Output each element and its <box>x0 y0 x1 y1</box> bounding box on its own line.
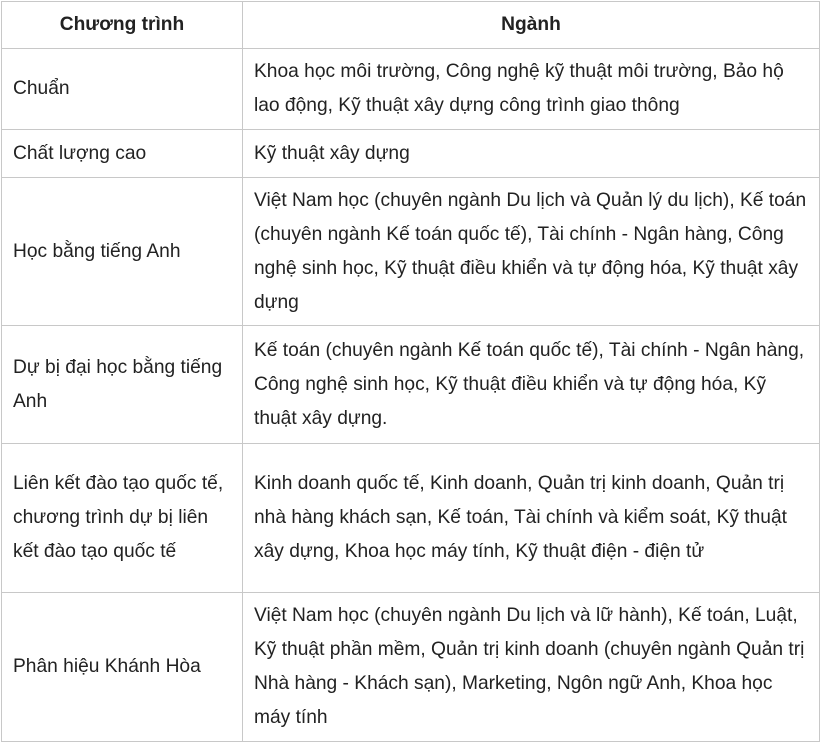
program-cell: Học bằng tiếng Anh <box>2 178 243 326</box>
table-header-row <box>2 2 820 49</box>
majors-cell: Kế toán (chuyên ngành Kế toán quốc tế), Tài chính - Ngân hàng, Công nghệ sinh học, Kỹ thuật điều khiển và tự động hóa, Kỹ thuật xây dựng. <box>243 326 820 444</box>
program-cell: Chuẩn <box>2 49 243 130</box>
table-row <box>2 444 820 593</box>
majors-cell: Khoa học môi trường, Công nghệ kỹ thuật môi trường, Bảo hộ lao động, Kỹ thuật xây dựng công trình giao thông <box>243 49 820 130</box>
table-row <box>2 178 820 326</box>
header-majors: Ngành <box>243 2 820 49</box>
program-cell: Chất lượng cao <box>2 130 243 178</box>
program-cell: Phân hiệu Khánh Hòa <box>2 593 243 742</box>
majors-cell: Việt Nam học (chuyên ngành Du lịch và lữ hành), Kế toán, Luật, Kỹ thuật phần mềm, Quản trị kinh doanh (chuyên ngành Quản trị Nhà hàng - Khách sạn), Marketing, Ngôn ngữ Anh, Khoa học máy tính <box>243 593 820 742</box>
majors-cell: Kỹ thuật xây dựng <box>243 130 820 178</box>
majors-cell: Việt Nam học (chuyên ngành Du lịch và Quản lý du lịch), Kế toán (chuyên ngành Kế toán quốc tế), Tài chính - Ngân hàng, Công nghệ sinh học, Kỹ thuật điều khiển và tự động hóa, Kỹ thuật xây dựng <box>243 178 820 326</box>
majors-cell: Kinh doanh quốc tế, Kinh doanh, Quản trị kinh doanh, Quản trị nhà hàng khách sạn, Kế toán, Tài chính và kiểm soát, Kỹ thuật xây dựng, Khoa học máy tính, Kỹ thuật điện - điện tử <box>243 444 820 593</box>
table-row <box>2 130 820 178</box>
program-cell: Dự bị đại học bằng tiếng Anh <box>2 326 243 444</box>
table-row <box>2 49 820 130</box>
program-cell: Liên kết đào tạo quốc tế, chương trình dự bị liên kết đào tạo quốc tế <box>2 444 243 593</box>
header-program: Chương trình <box>2 2 243 49</box>
table-row <box>2 326 820 444</box>
program-majors-table <box>1 1 820 742</box>
table-row <box>2 593 820 742</box>
